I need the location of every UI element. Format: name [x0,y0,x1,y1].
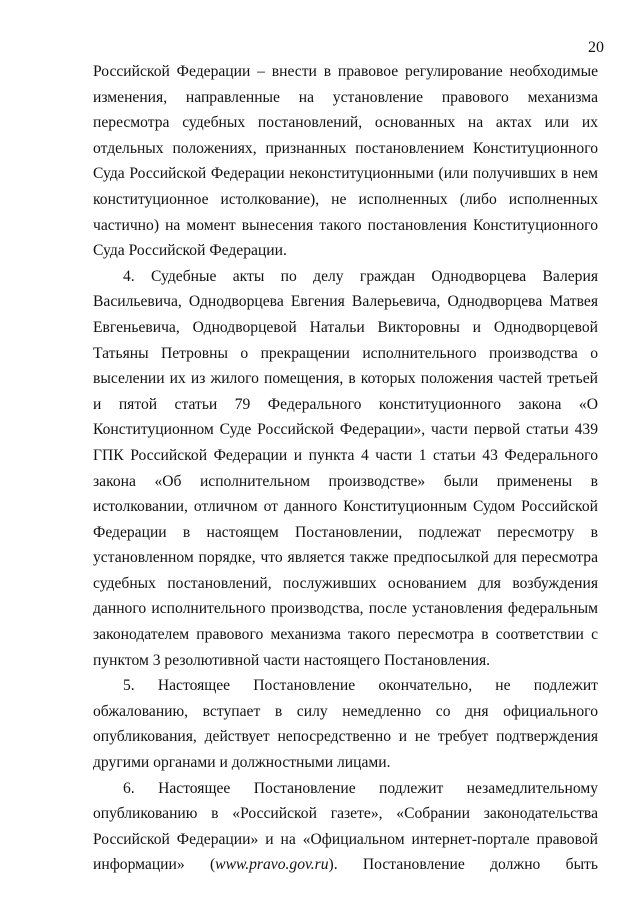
paragraph-6-text: 6. Настоящее Постановление подлежит незамедлительному опубликованию в «Российской газете», «Собрании законодательства Российской Федерации» и на «Официальном интернет-портале правовой информации» ( [93,779,598,874]
document-body [93,59,598,878]
paragraph-4: 4. Судебные акты по делу граждан Однодворцева Валерия Васильевича, Однодворцева Евгения Валерьевича, Однодворцева Матвея Евгеньевича, Однодворцевой Натальи Викторовны и Однодворцевой Татьяны Петровны о прекращении исполнительного производства о выселении их из жилого помещения, в которых положения частей третьей и пятой статьи 79 Федерального конституционного закона «О Конституционном Суде Российской Федерации», части первой статьи 439 ГПК Российской Федерации и пункта 4 части 1 статьи 43 Федерального закона «Об исполнительном производстве» были применены в истолковании, отличном от данного Конституционным Судом Российской Федерации в настоящем Постановлении, подлежат пересмотру в установленном порядке, что является также предпосылкой для пересмотра судебных постановлений, послуживших основанием для возбуждения данного исполнительного производства, после установления федеральным законодателем правового механизма такого пересмотра в соответствии с пунктом 3 резолютивной части настоящего Постановления. [93,267,598,669]
paragraph-5: 5. Настоящее Постановление окончательно, не подлежит обжалованию, вступает в силу немедленно со дня официального опубликования, действует непосредственно и не требует подтверждения другими органами и должностными лицами. [93,677,598,772]
portal-url: www.pravo.gov.ru [215,856,329,874]
paragraph-6-text-end: ). Постановление должно быть [328,856,598,874]
page-number: 20 [588,39,604,56]
paragraph-continued: Российской Федерации – внести в правовое регулирование необходимые изменения, направленные на установление правового механизма пересмотра судебных постановлений, основанных на актах или их отдельных положениях, признанных постановлением Конституционного Суда Российской Федерации неконституционными (или получивших в нем конституционное истолкование), не исполненных (либо исполненных частично) на момент вынесения такого постановления Конституционного Суда Российской Федерации. [93,63,598,260]
paragraph-6 [93,776,598,878]
